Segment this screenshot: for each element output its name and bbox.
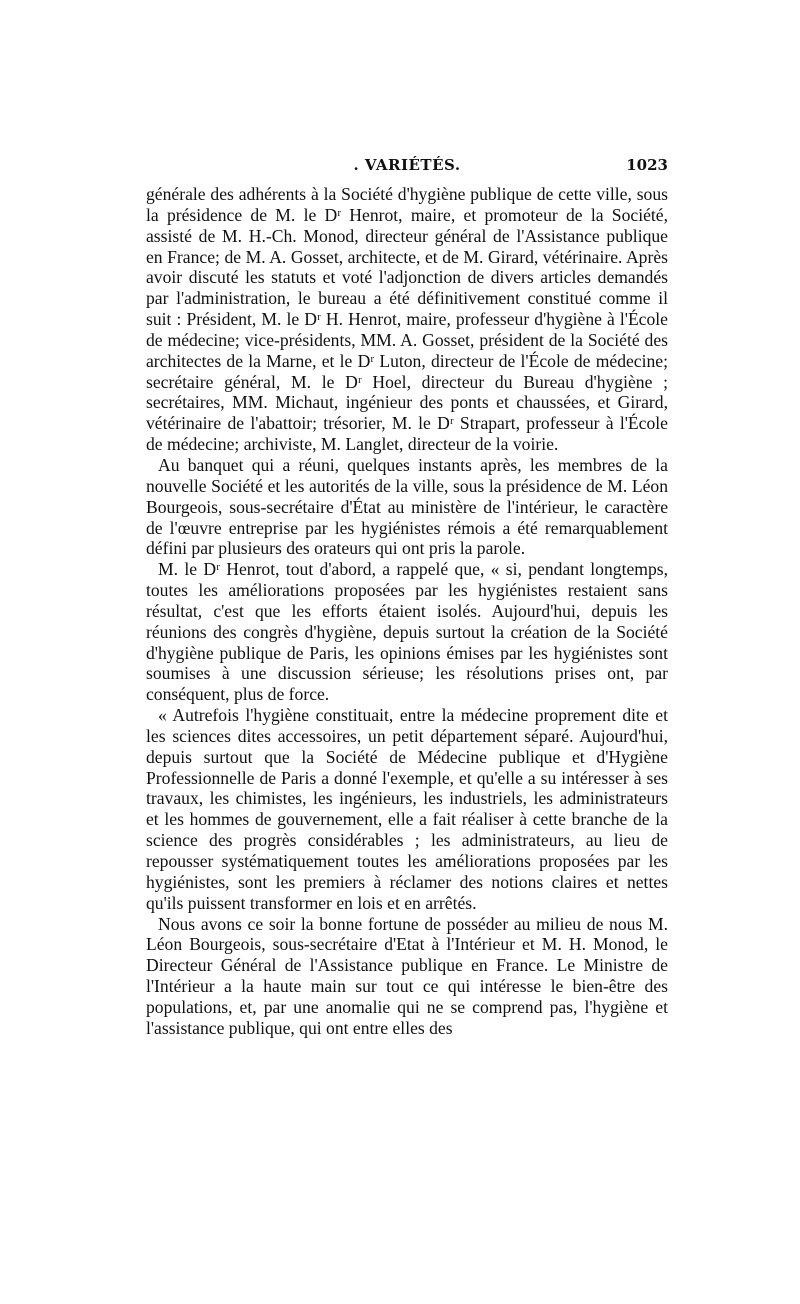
document-page [146,150,668,1039]
paragraph-3: M. le Dʳ Henrot, tout d'abord, a rappelé que, « si, pendant longtemps, toutes les améliorations proposées par les hygiénistes restaient sans résultat, c'est que les efforts étaient isolés. Aujourd'hui, depuis les réunions des congrès d'hygiène, depuis surtout la création de la Société d'hygiène publique de Paris, les opinions émises par les hygiénistes sont soumises à une discussion sérieuse; les résolutions prises ont, par conséquent, plus de force. [146,559,668,705]
running-title: . VARIÉTÉS. [353,156,461,174]
paragraph-5: Nous avons ce soir la bonne fortune de posséder au milieu de nous M. Léon Bourgeois, sous-secrétaire d'Etat à l'Intérieur et M. H. Monod, le Directeur Général de l'Assistance publique en France. Le Ministre de l'Intérieur a la haute main sur tout ce qui intéresse le bien-être des populations, et, par une anomalie qui ne se comprend pas, l'hygiène et l'assistance publique, qui ont entre elles des [146,913,668,1038]
page-number: 1023 [626,156,668,174]
paragraph-4: « Autrefois l'hygiène constituait, entre la médecine proprement dite et les sciences dites accessoires, un petit département séparé. Aujourd'hui, depuis surtout que la Société de Médecine publique et d'Hygiène Professionnelle de Paris a donné l'exemple, et qu'elle a su intéresser à ses travaux, les chimistes, les ingénieurs, les industriels, les administrateurs et les hommes de gouvernement, elle a fait réaliser à cette branche de la science des progrès considérables ; les administrateurs, au lieu de repousser systématiquement toutes les améliorations proposées par les hygiénistes, sont les premiers à réclamer des notions claires et nettes qu'ils puissent transformer en lois et en arrêtés. [146,705,668,913]
paragraph-2: Au banquet qui a réuni, quelques instants après, les membres de la nouvelle Société et les autorités de la ville, sous la présidence de M. Léon Bourgeois, sous-secrétaire d'État au ministère de l'intérieur, le caractère de l'œuvre entreprise par les hygiénistes rémois a été remarquablement défini par plusieurs des orateurs qui ont pris la parole. [146,454,668,559]
paragraph-1: générale des adhérents à la Société d'hygiène publique de cette ville, sous la présidence de M. le Dʳ Henrot, maire, et promoteur de la Société, assisté de M. H.-Ch. Monod, directeur général de l'Assistance publique en France; de M. A. Gosset, architecte, et de M. Girard, vétérinaire. Après avoir discuté les statuts et voté l'adjonction de divers articles demandés par l'administration, le bureau a été définitivement constitué comme il suit : Président, M. le Dʳ H. Henrot, maire, professeur d'hygiène à l'École de médecine; vice-présidents, MM. A. Gosset, président de la Société des architectes de la Marne, et le Dʳ Luton, directeur de l'École de médecine; secrétaire général, M. le Dʳ Hoel, directeur du Bureau d'hygiène ; secrétaires, MM. Michaut, ingénieur des ponts et chaussées, et Girard, vétérinaire de l'abattoir; trésorier, M. le Dʳ Strapart, professeur à l'École de médecine; archiviste, M. Langlet, directeur de la voirie. [146,184,668,455]
body-text [146,184,668,1039]
running-header [146,150,668,184]
